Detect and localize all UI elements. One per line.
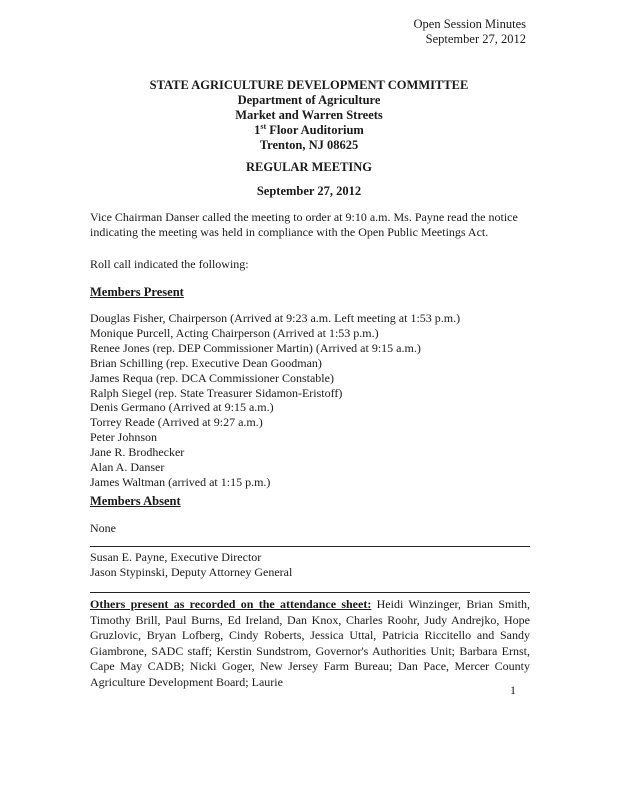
members-absent-item: None: [90, 521, 116, 535]
member-item: Torrey Reade (Arrived at 9:27 a.m.): [90, 415, 263, 430]
floor-location: [0, 123, 618, 138]
divider-bottom: [90, 592, 530, 593]
staff-block: [90, 550, 292, 580]
opening-paragraph: Vice Chairman Danser called the meeting to order at 9:10 a.m. Ms. Payne read the notice indicating the meeting was held in compliance with the Open Public Meetings Act.: [90, 210, 518, 239]
street-address: Market and Warren Streets: [235, 108, 383, 122]
member-item: Jane R. Brodhecker: [90, 445, 185, 460]
member-item: Ralph Siegel (rep. State Treasurer Sidamon-Eristoff): [90, 385, 343, 400]
floor-rest: Floor Auditorium: [266, 123, 364, 137]
members-present-heading: Members Present: [90, 285, 184, 299]
members-absent-heading: Members Absent: [90, 494, 181, 508]
member-item: Douglas Fisher, Chairperson (Arrived at 9:23 a.m. Left meeting at 1:53 p.m.): [90, 311, 461, 325]
meeting-type: REGULAR MEETING: [245, 160, 373, 174]
member-item: Denis Germano (Arrived at 9:15 a.m.): [90, 400, 274, 415]
member-item: Brian Schilling (rep. Executive Dean Goodman): [90, 355, 322, 370]
floor-suffix: st: [260, 122, 267, 131]
staff-attorney: Jason Stypinski, Deputy Attorney General: [90, 565, 293, 579]
member-item: Renee Jones (rep. DEP Commissioner Martin) (Arrived at 9:15 a.m.): [90, 340, 421, 355]
member-item: James Requa (rep. DCA Commissioner Constable): [90, 370, 334, 385]
committee-name: STATE AGRICULTURE DEVELOPMENT COMMITTEE: [149, 78, 469, 92]
running-header: [414, 17, 527, 47]
divider-top: [90, 546, 530, 547]
header-date: September 27, 2012: [425, 32, 526, 46]
meeting-date: September 27, 2012: [256, 184, 362, 198]
member-item: Peter Johnson: [90, 430, 157, 445]
page-number: 1: [510, 683, 516, 697]
header-session: Open Session Minutes: [413, 17, 526, 31]
others-present-paragraph: [90, 597, 530, 691]
staff-director: Susan E. Payne, Executive Director: [90, 550, 262, 564]
member-item: Monique Purcell, Acting Chairperson (Arrived at 1:53 p.m.): [90, 325, 379, 340]
roll-call-line: Roll call indicated the following:: [90, 257, 249, 271]
others-present-label: Others present as recorded on the attendance sheet:: [90, 597, 372, 611]
others-present-names: Heidi Winzinger, Brian Smith, Timothy Brill, Paul Burns, Ed Ireland, Dan Knox, Charles Roohr, Judy Andrejko, Hope Gruzlovic, Bryan Lofberg, Cindy Roberts, Jessica Uttal, Patricia Riccitello and Sandy Giambrone, SADC staff; Kerstin Sundstrom, Governor's Authorities Unit; Barbara Ernst, Cape May CADB; Nicki Goger, New Jersey Farm Bureau; Dan Pace, Mercer County Agriculture Development Board; Laurie: [90, 597, 530, 689]
department-name: Department of Agriculture: [237, 93, 381, 107]
members-present-list: [90, 311, 460, 490]
floor-number: 1: [254, 123, 261, 137]
member-item: Alan A. Danser: [90, 460, 165, 475]
city-line: Trenton, NJ 08625: [259, 138, 359, 152]
member-item: James Waltman (arrived at 1:15 p.m.): [90, 474, 271, 489]
title-block: [0, 78, 618, 153]
